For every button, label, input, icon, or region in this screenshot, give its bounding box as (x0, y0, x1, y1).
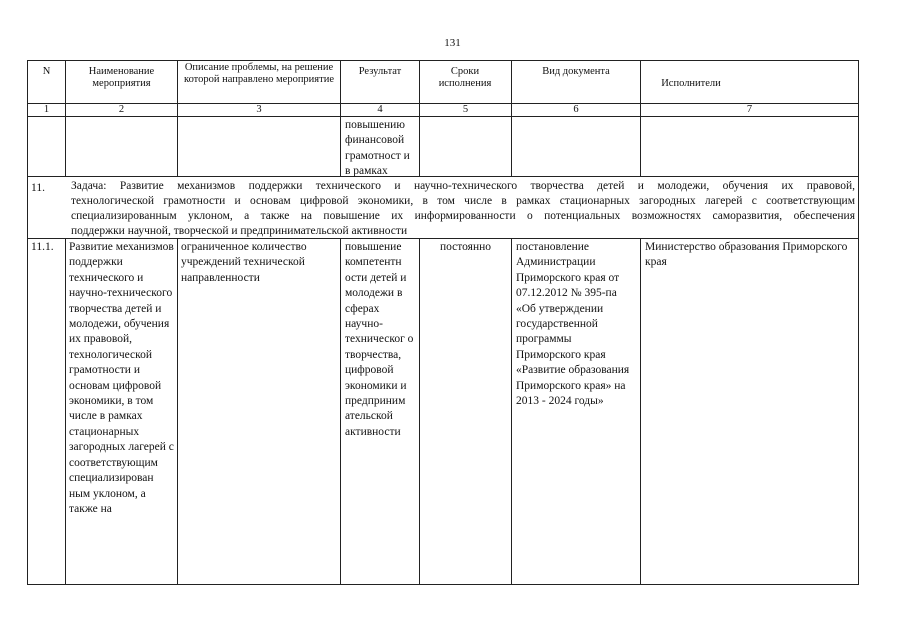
col-number-7: 7 (746, 104, 753, 115)
row-11-1-document: постановление Администрации Приморского края от 07.12.2012 № 395-па «Об утверждении государственной программы Приморского края «Развитие образования Приморского края» на 2013 - 2024 годы» (516, 241, 630, 408)
row-11-1-deadline: постоянно (439, 241, 492, 253)
col-number-6: 6 (573, 104, 579, 115)
row-11-1-number: 11.1. (31, 241, 54, 253)
rule-col1 (65, 60, 66, 177)
row-11-1-result: повышение компетентн ости детей и молодежи в сферах научно-техническог о творчества, цифровой экономики и предприним ательской активности (345, 241, 414, 438)
header-col-name: Наименование мероприятия (88, 66, 155, 89)
task-line-2: технологической грамотности и основам цифровой экономики, в том числе в рамках стационарных загородных лагерей с соответствующим (71, 195, 855, 207)
rule-col6b (640, 238, 641, 585)
task-line-1: Задача: Развитие механизмов поддержки технического и научно-технического творчества детей и молодежи, обучения их правовой, (71, 180, 855, 192)
row-11-1-executors: Министерство образования Приморского края (645, 241, 848, 269)
rule-col4 (419, 60, 420, 177)
rule-left (27, 60, 28, 585)
rule-bottom (27, 584, 859, 585)
task-number: 11. (31, 182, 45, 194)
rule-col2 (177, 60, 178, 177)
header-col-deadline: Сроки исполнения (438, 66, 492, 89)
col-number-5: 5 (462, 104, 469, 115)
row-11-1-name: Развитие механизмов поддержки технического и научно-технического творчества детей и молодежи, обучения их правовой, технологической грамотности и основам цифровой экономики, в том числе в рамках стационарных загородных лагерей с соответствующим специализирован ным уклоном, а также на (69, 241, 174, 515)
header-col-number: N (42, 66, 51, 77)
col-number-1: 1 (43, 104, 50, 115)
row-11-1-problem: ограниченное количество учреждений технической направленности (181, 241, 307, 284)
task-line-3: специализированным уклоном, а также на повышение их информированности о потенциальных возможностях саморазвития, обеспечения (71, 210, 855, 222)
rule-col2b (177, 238, 178, 585)
rule-numbers-bottom (27, 116, 859, 117)
header-col-executors: Исполнители (661, 78, 721, 89)
rule-col3b (340, 238, 341, 585)
rule-col5b (511, 238, 512, 585)
header-col-problem: Описание проблемы, на решение которой направлено мероприятие (184, 62, 334, 85)
cont-result-cell: повышению финансовой грамотност и в рамках (345, 119, 410, 178)
task-line-4: поддержки научной, творческой и предпринимательской активности (71, 225, 408, 237)
col-number-4: 4 (377, 104, 383, 115)
col-number-2: 2 (118, 104, 125, 115)
rule-top (27, 60, 859, 61)
rule-header-bottom (27, 103, 859, 104)
page-number: 131 (444, 37, 461, 49)
header-col-result: Результат (358, 66, 402, 77)
header-col-document: Вид документа (542, 66, 610, 77)
col-number-3: 3 (256, 104, 262, 115)
rule-cont-bottom (27, 176, 859, 177)
rule-col4b (419, 238, 420, 585)
rule-right (858, 60, 859, 585)
